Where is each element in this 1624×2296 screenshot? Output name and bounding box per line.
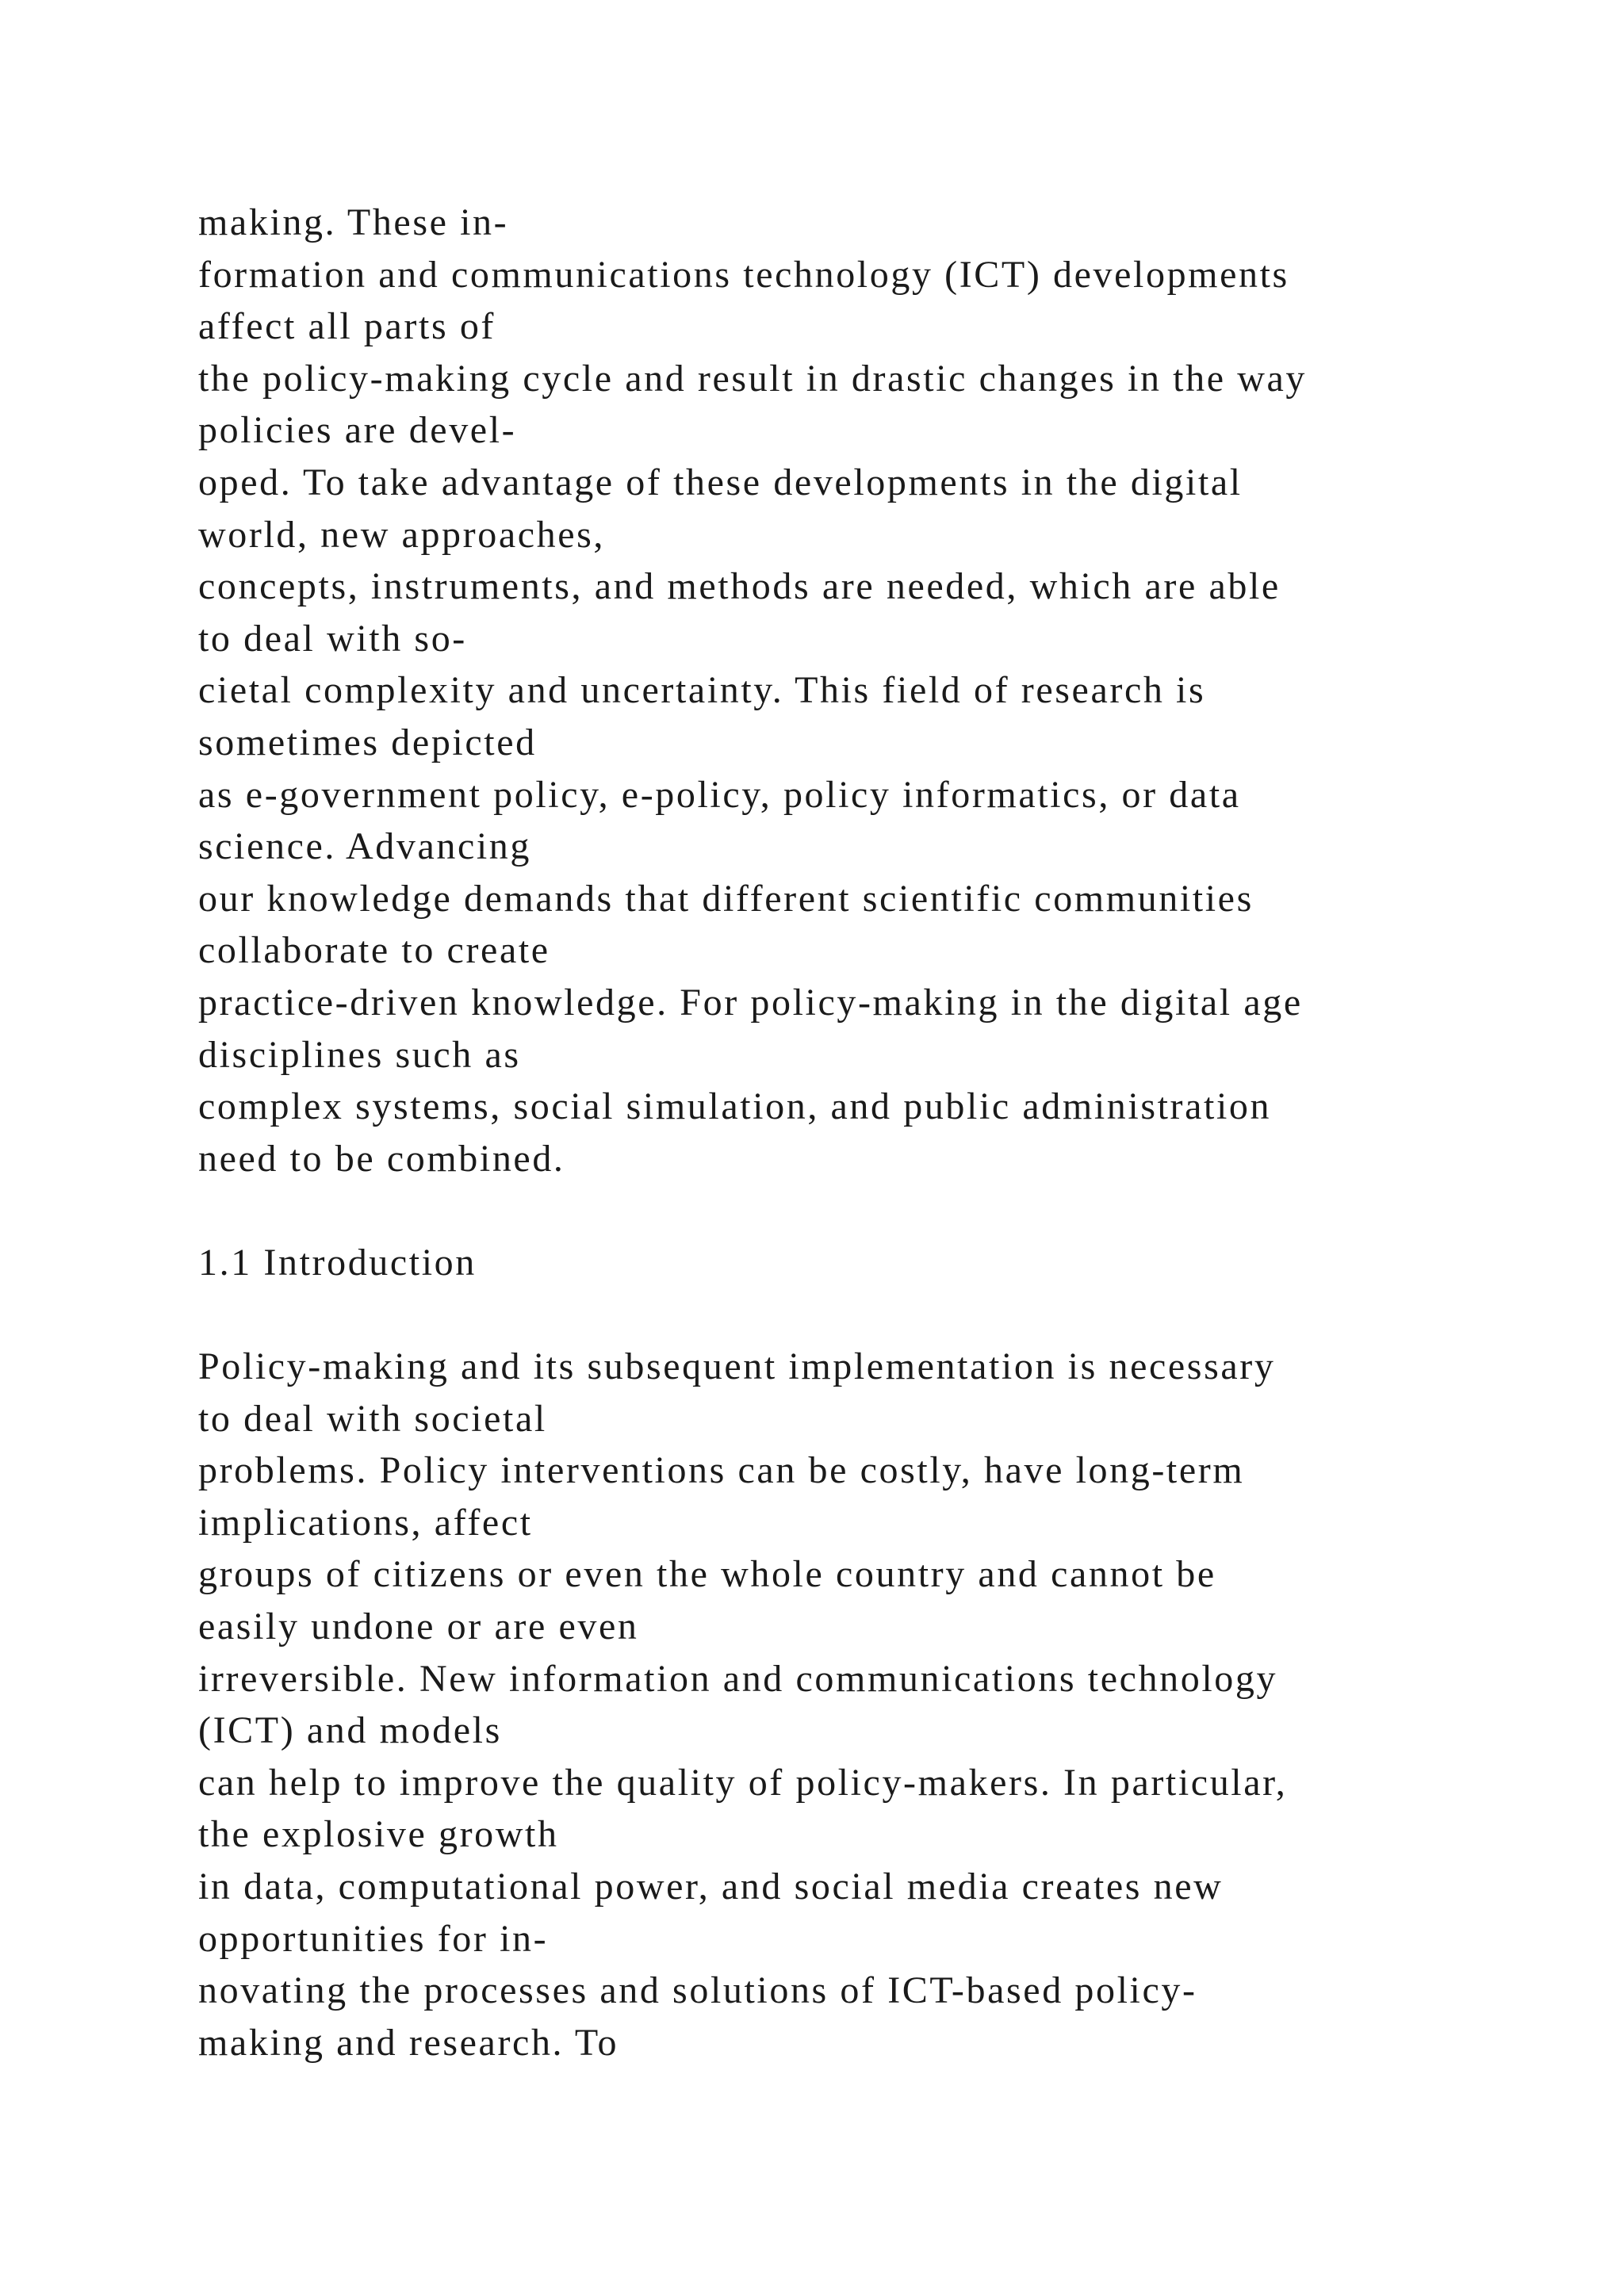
text-line: making. These in- [198, 201, 509, 243]
text-line: to deal with so- [198, 617, 467, 660]
text-line: collaborate to create [198, 929, 550, 972]
document-page [198, 197, 1515, 2068]
text-line: (ICT) and models [198, 1709, 502, 1752]
body-paragraph [198, 1341, 1515, 2068]
text-line: easily undone or are even [198, 1605, 639, 1648]
text-line: Policy-making and its subsequent implementation is necessary [198, 1345, 1276, 1388]
paragraph-spacer [198, 1288, 1515, 1341]
text-line: novating the processes and solutions of ICT-based policy- [198, 1969, 1197, 2012]
text-line: practice-driven knowledge. For policy-making in the digital age [198, 981, 1303, 1024]
text-line: groups of citizens or even the whole country and cannot be [198, 1553, 1216, 1596]
text-line: opportunities for in- [198, 1917, 549, 1960]
intro-paragraph [198, 197, 1515, 1184]
text-line: as e-government policy, e-policy, policy informatics, or data [198, 773, 1241, 816]
text-line: to deal with societal [198, 1397, 547, 1440]
paragraph-spacer [198, 1184, 1515, 1237]
text-line: complex systems, social simulation, and public administration [198, 1085, 1272, 1128]
text-line: the explosive growth [198, 1813, 559, 1856]
section-heading: 1.1 Introduction [198, 1241, 477, 1284]
text-line: our knowledge demands that different scientific communities [198, 877, 1254, 920]
text-line: can help to improve the quality of policy-makers. In particular, [198, 1761, 1288, 1804]
text-line: concepts, instruments, and methods are needed, which are able [198, 565, 1281, 608]
text-line: disciplines such as [198, 1033, 521, 1076]
text-line: need to be combined. [198, 1137, 565, 1180]
text-line: problems. Policy interventions can be costly, have long-term [198, 1449, 1245, 1492]
text-line: in data, computational power, and social media creates new [198, 1866, 1224, 1908]
text-line: cietal complexity and uncertainty. This field of research is [198, 669, 1206, 712]
text-line: affect all parts of [198, 305, 496, 348]
text-line: implications, affect [198, 1501, 533, 1544]
text-line: world, new approaches, [198, 513, 606, 556]
text-line: the policy-making cycle and result in drastic changes in the way [198, 357, 1307, 400]
text-line: science. Advancing [198, 825, 531, 868]
text-line: policies are devel- [198, 409, 517, 452]
text-line: making and research. To [198, 2021, 619, 2064]
text-line: formation and communications technology (ICT) developments [198, 253, 1289, 296]
text-line: oped. To take advantage of these developments in the digital [198, 461, 1243, 503]
text-line: sometimes depicted [198, 721, 537, 763]
text-line: irreversible. New information and communications technology [198, 1657, 1278, 1700]
